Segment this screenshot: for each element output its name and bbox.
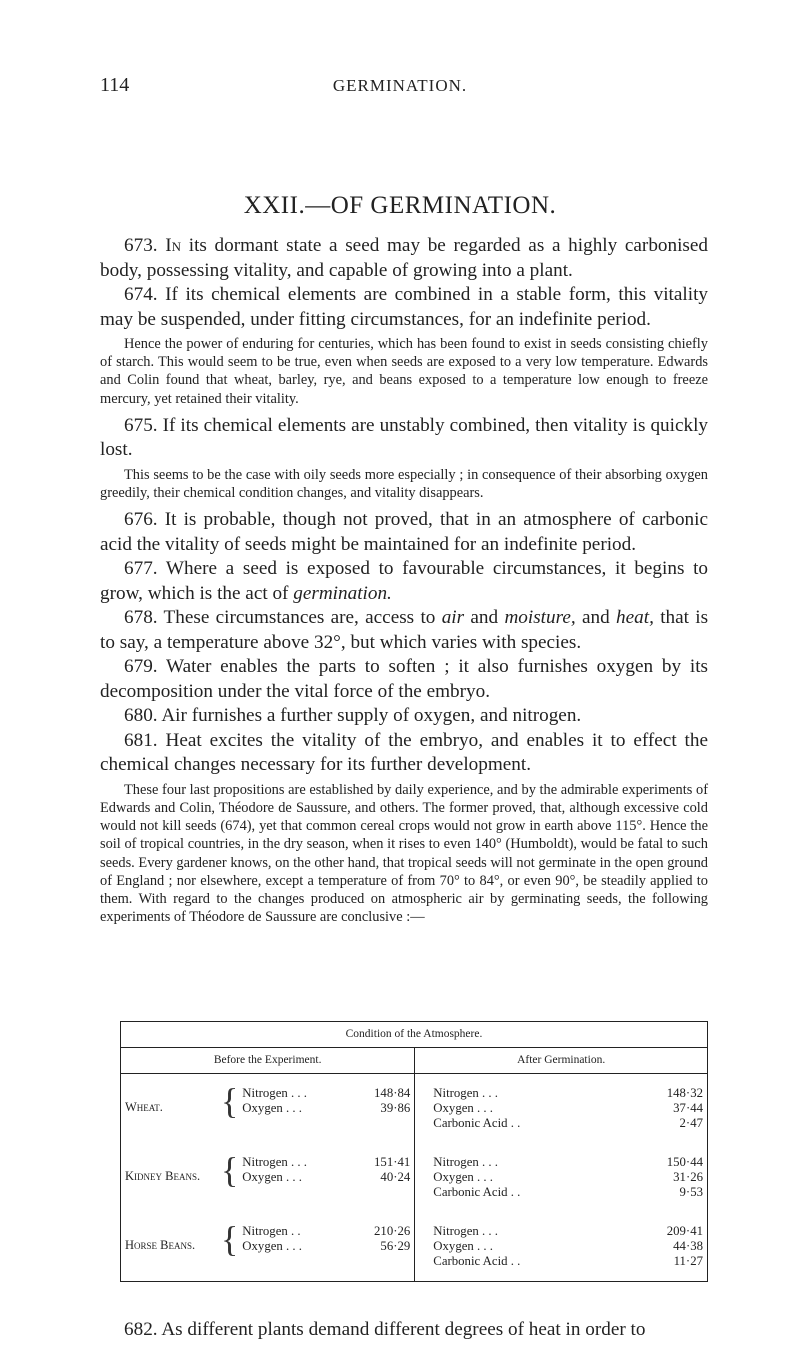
cell bbox=[433, 1254, 703, 1269]
table-row bbox=[121, 1074, 708, 1144]
note-675: This seems to be the case with oily seeds more especially ; in consequence of their absorbing oxygen greedily, their chemical condition changes, and vitality disappears. bbox=[100, 466, 708, 502]
cell-name: Oxygen . . . bbox=[433, 1101, 493, 1115]
before-names bbox=[238, 1212, 336, 1282]
note-681: These four last propositions are established by daily experience, and by the admirable experiments of Edwards and Colin, Théodore de Saussure, and others. The former proved, that, although excessive cold would not kill seeds (674), yet that common cereal crops would not grow in earth above 115°. Hence the soil of tropical countries, in the dry season, when it rises to even 140° (Humboldt), would be fatal to such seeds. Every gardener knows, on the other hand, that tropical seeds will not germinate in the open ground of England ; nor elsewhere, except a temperature of from 70° to 84°, or even 90°, be steadily applied to them. With regard to the changes produced on atmospheric air by germinating seeds, the following experiments of Théodore de Saussure are conclusive :— bbox=[100, 781, 708, 926]
running-head: GERMINATION. bbox=[332, 76, 468, 95]
cell-name: Carbonic Acid . . bbox=[433, 1116, 521, 1130]
cell bbox=[433, 1239, 703, 1254]
note-674: Hence the power of enduring for centuries, which has been found to exist in seeds consisting chiefly of starch. This would seem to be true, even when seeds are exposed to a very low temperature. Edwards and Colin found that wheat, barley, rye, and beans exposed to a temperature low enough to freeze mercury, yet retained their vitality. bbox=[100, 336, 708, 407]
atmosphere-table bbox=[120, 1021, 708, 1282]
brace: { bbox=[221, 1150, 239, 1190]
cell-name: Carbonic Acid . . bbox=[433, 1254, 521, 1268]
cell-value: 11·27 bbox=[673, 1254, 703, 1268]
chapter-title: XXII.—OF GERMINATION. bbox=[243, 192, 557, 219]
paragraph-681: 681. Heat excites the vitality of the embryo, and enables it to effect the chemical changes necessary for its further development. bbox=[100, 729, 708, 776]
cell-value: 150·44 bbox=[666, 1155, 703, 1169]
cell: Nitrogen . . . bbox=[242, 1155, 307, 1169]
paragraph-677 bbox=[100, 557, 708, 606]
cell: Nitrogen . . bbox=[242, 1224, 301, 1238]
para-text: and bbox=[582, 607, 610, 629]
cell-name: Nitrogen . . . bbox=[433, 1086, 498, 1100]
cell: Oxygen . . . bbox=[242, 1170, 302, 1184]
cell bbox=[433, 1185, 703, 1200]
emphasis: germination. bbox=[293, 582, 392, 604]
after-header: After Germination. bbox=[415, 1048, 708, 1074]
cell-value: 31·26 bbox=[673, 1170, 703, 1184]
para-number: 673. bbox=[124, 235, 158, 256]
paragraph-682: 682. As different plants demand different degrees of heat in order to bbox=[124, 1319, 646, 1340]
table-row bbox=[121, 1212, 708, 1282]
para-text: 678. These circumstances are, access to bbox=[124, 607, 436, 629]
cell: 148·84 bbox=[374, 1086, 411, 1100]
row-label: Horse Beans. bbox=[125, 1238, 196, 1252]
cell-value: 37·44 bbox=[673, 1101, 703, 1115]
cell-value: 148·32 bbox=[666, 1086, 703, 1100]
cell bbox=[433, 1101, 703, 1116]
para-text: its dormant state a seed may be regarded as a highly carbonised body, possessing vitality, and capable of growing into a plant. bbox=[100, 235, 709, 281]
cell: Oxygen . . . bbox=[242, 1239, 302, 1253]
page-header bbox=[0, 74, 800, 104]
cell: 151·41 bbox=[374, 1155, 411, 1169]
row-label: Wheat. bbox=[125, 1100, 163, 1114]
cell bbox=[433, 1224, 703, 1239]
after-cells bbox=[415, 1074, 708, 1144]
cell-name: Oxygen . . . bbox=[433, 1170, 493, 1184]
page-number: 114 bbox=[100, 74, 130, 96]
cell-value: 9·53 bbox=[679, 1185, 703, 1199]
paragraph-674: 674. If its chemical elements are combined in a stable form, this vitality may be suspended, under fitting circumstances, for an indefinite period. bbox=[100, 284, 708, 330]
emphasis: air bbox=[441, 607, 465, 629]
before-values bbox=[336, 1143, 415, 1212]
cell-name: Oxygen . . . bbox=[433, 1239, 493, 1253]
cell bbox=[433, 1116, 703, 1131]
cell: 39·86 bbox=[380, 1101, 411, 1115]
cell: Nitrogen . . . bbox=[242, 1086, 307, 1100]
cell-name: Nitrogen . . . bbox=[433, 1224, 498, 1238]
before-names bbox=[238, 1143, 336, 1212]
para-text: and bbox=[470, 607, 499, 629]
cell: Oxygen . . . bbox=[242, 1101, 302, 1115]
paragraph-679: 679. Water enables the parts to soften ; it also furnishes oxygen by its decomposition under the vital force of the embryo. bbox=[100, 656, 708, 702]
brace: { bbox=[221, 1081, 239, 1121]
cell bbox=[433, 1170, 703, 1185]
cell bbox=[433, 1086, 703, 1101]
paragraph-678 bbox=[100, 606, 708, 655]
cell bbox=[433, 1155, 703, 1170]
cell-value: 2·47 bbox=[679, 1116, 703, 1130]
before-names bbox=[238, 1074, 336, 1144]
cell-value: 44·38 bbox=[673, 1239, 703, 1253]
table-row bbox=[121, 1143, 708, 1212]
emphasis: moisture, bbox=[504, 607, 576, 629]
before-values bbox=[336, 1074, 415, 1144]
after-cells bbox=[415, 1212, 708, 1282]
cell: 56·29 bbox=[380, 1239, 411, 1253]
body-text bbox=[100, 234, 708, 932]
paragraph-680: 680. Air furnishes a further supply of oxygen, and nitrogen. bbox=[124, 705, 582, 727]
cell: 210·26 bbox=[374, 1224, 411, 1238]
paragraph-676: 676. It is probable, though not proved, that in an atmosphere of carbonic acid the vitality of seeds might be maintained for an indefinite period. bbox=[100, 509, 708, 555]
cell-name: Nitrogen . . . bbox=[433, 1155, 498, 1169]
emphasis: heat, bbox=[616, 607, 654, 629]
cell: 40·24 bbox=[380, 1170, 411, 1184]
table-title: Condition of the Atmosphere. bbox=[121, 1022, 708, 1048]
paragraph-675: 675. If its chemical elements are unstably combined, then vitality is quickly lost. bbox=[100, 414, 708, 461]
paragraph-673 bbox=[100, 234, 708, 283]
before-header: Before the Experiment. bbox=[121, 1048, 415, 1074]
after-cells bbox=[415, 1143, 708, 1212]
para-text: that is to say, a temperature above 32°, but which varies with species. bbox=[100, 607, 709, 653]
para-text: 677. Where a seed is exposed to favourable circumstances, it begins to grow, which is the act of bbox=[100, 558, 708, 604]
row-label: Kidney Beans. bbox=[125, 1169, 201, 1183]
cell-name: Carbonic Acid . . bbox=[433, 1185, 521, 1199]
brace: { bbox=[221, 1219, 239, 1259]
before-values bbox=[336, 1212, 415, 1282]
cell-value: 209·41 bbox=[666, 1224, 703, 1238]
para-initial: In bbox=[165, 235, 182, 256]
